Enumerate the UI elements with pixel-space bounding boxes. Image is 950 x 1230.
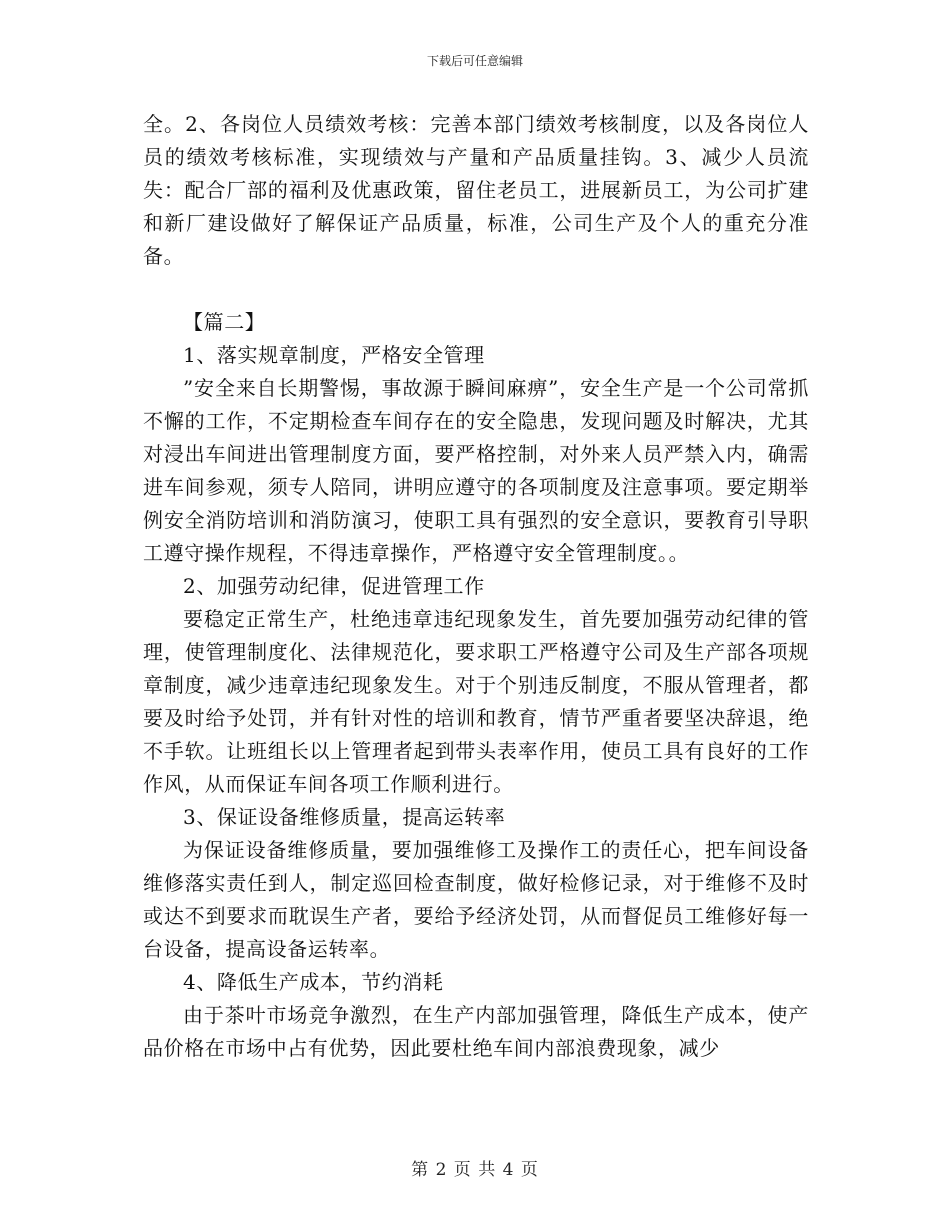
paragraph-safety-management: ”安全来自长期警惕，事故源于瞬间麻痹”，安全生产是一个公司常抓不懈的工作，不定期检查车间存在的安全隐患，发现问题及时解决，尤其对浸出车间进出管理制度方面，要严格控制，对外来人员严禁入内，确需进车间参观，须专人陪同，讲明应遵守的各项制度及注意事项。要定期举例安全消防培训和消防演习，使职工具有强烈的安全意识，要教育引导职工遵守操作规程，不得违章操作，严格遵守安全管理制度。。 [143, 376, 809, 565]
page-number-footer: 第 2 页 共 4 页 [411, 1160, 539, 1180]
paragraph-labor-discipline: 要稳定正常生产，杜绝违章违纪现象发生，首先要加强劳动纪律的管理，使管理制度化、法律规范化，要求职工严格遵守公司及生产部各项规章制度，减少违章违纪现象发生。对于个别违反制度，不服从管理者，都要及时给予处罚，并有针对性的培训和教育，情节严重者要坚决辞退，绝不手软。让班组长以上管理者起到带头表率作用，使员工具有良好的工作作风，从而保证车间各项工作顺利进行。 [143, 607, 809, 796]
page-header: 下载后可任意编辑 [426, 54, 523, 68]
heading-cost-reduction: 4、降低生产成本，节约消耗 [183, 970, 444, 994]
heading-safety-management: 1、落实规章制度，严格安全管理 [183, 343, 485, 367]
document-body [143, 108, 809, 1065]
paragraph-continuation: 全。2、各岗位人员绩效考核：完善本部门绩效考核制度，以及各岗位人员的绩效考核标准，实现绩效与产量和产品质量挂钩。3、减少人员流失：配合厂部的福利及优惠政策，留住老员工，进展新员工，为公司扩建和新厂建设做好了解保证产品质量，标准，公司生产及个人的重充分准备。 [143, 112, 809, 268]
section-title: 【篇二】 [183, 310, 266, 334]
heading-labor-discipline: 2、加强劳动纪律，促进管理工作 [183, 574, 485, 598]
heading-equipment-maintenance: 3、保证设备维修质量，提高运转率 [183, 805, 506, 829]
paragraph-equipment-maintenance: 为保证设备维修质量，要加强维修工及操作工的责任心，把车间设备维修落实责任到人，制定巡回检查制度，做好检修记录，对于维修不及时或达不到要求而耽误生产者，要给予经济处罚，从而督促员工维修好每一台设备，提高设备运转率。 [143, 838, 809, 961]
paragraph-cost-reduction: 由于茶叶市场竞争激烈，在生产内部加强管理，降低生产成本，使产品价格在市场中占有优势，因此要杜绝车间内部浪费现象，减少 [143, 1003, 809, 1060]
